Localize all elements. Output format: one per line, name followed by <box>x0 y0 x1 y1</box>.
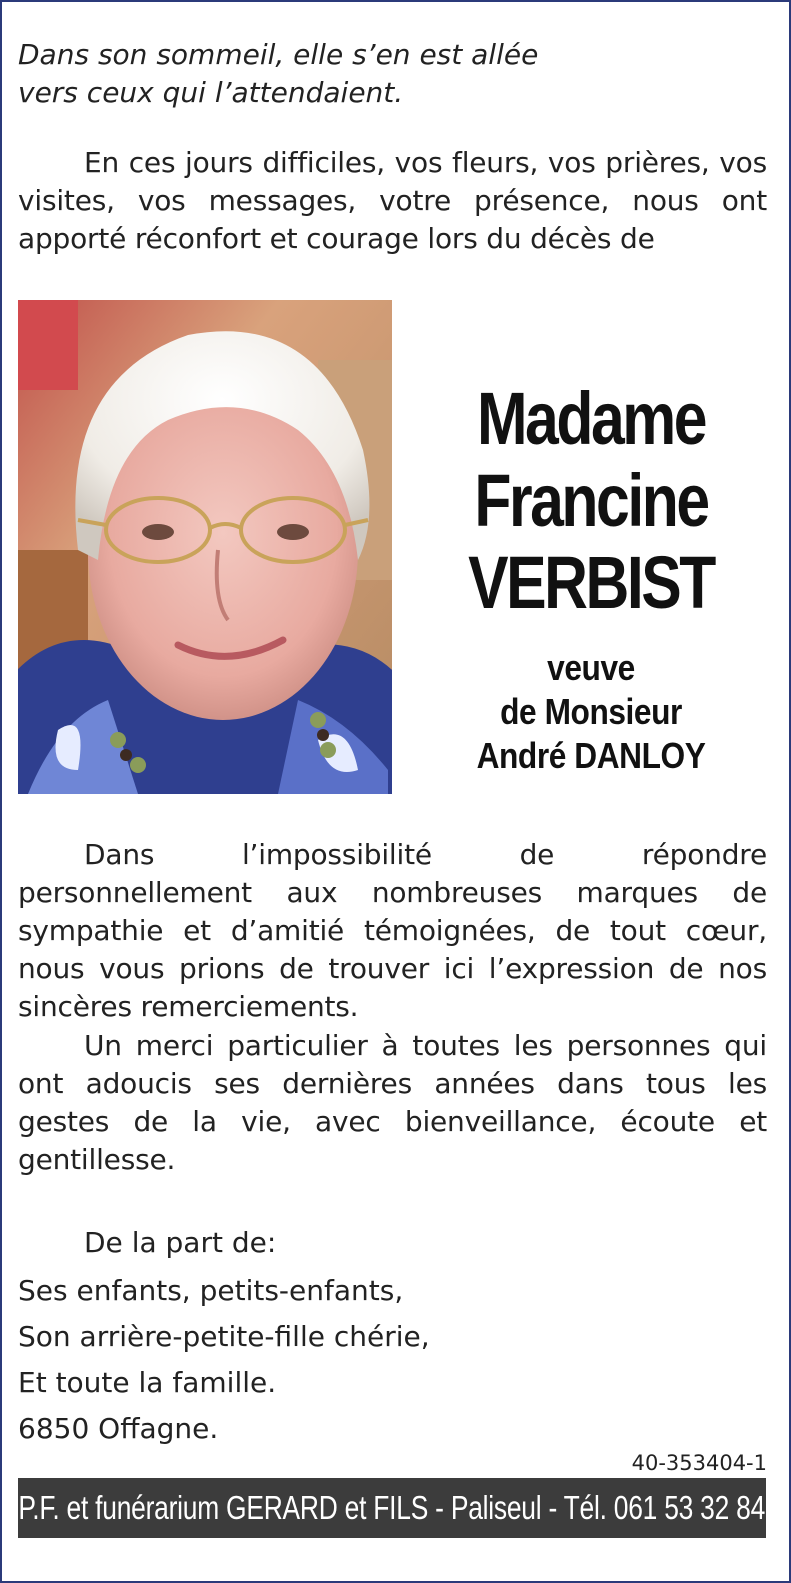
thanks-paragraph <box>18 836 767 1026</box>
deceased-last-name: VERBIST <box>468 541 714 624</box>
special-thanks-paragraph-text: Un merci particulier à toutes les personnes qui ont adoucis ses dernières années dans tous les gestes de la vie, avec bienveillance, écoute et gentillesse. <box>18 1029 767 1176</box>
signature-line: Son arrière-petite-fille chérie, <box>18 1320 430 1353</box>
relation-of-mister: de Monsieur <box>500 691 682 732</box>
thanks-paragraph-text: Dans l’impossibilité de répondre personnellement aux nombreuses marques de sympathie et d’amitié témoignées, de tout cœur, nous vous prions de trouver ici l’expression de nos sincères remerciements. <box>18 838 767 1023</box>
funeral-home-footer <box>18 1478 766 1538</box>
relation-husband-name: André DANLOY <box>476 735 706 776</box>
deceased-title: Madame <box>476 377 706 460</box>
relation-widow: veuve <box>547 647 635 688</box>
special-thanks-paragraph <box>18 1027 767 1179</box>
signature-line: Ses enfants, petits-enfants, <box>18 1274 404 1307</box>
deceased-first-name: Francine <box>474 459 708 542</box>
intro-paragraph-text: En ces jours difficiles, vos fleurs, vos prières, vos visites, vos messages, votre présence, nous ont apporté réconfort et courage lors du décès de <box>18 146 767 255</box>
intro-paragraph <box>18 144 767 258</box>
signature-line: Et toute la famille. <box>18 1366 277 1399</box>
signature-label: De la part de: <box>84 1226 277 1259</box>
deceased-name-block <box>400 378 782 778</box>
reference-number: 40-353404-1 <box>631 1451 767 1475</box>
epigraph-line-1: Dans son sommeil, elle s’en est allée <box>18 38 539 71</box>
signature-location: 6850 Offagne. <box>18 1412 219 1445</box>
footer-text: P.F. et funérarium GERARD et FILS - Paliseul - Tél. 061 53 32 84 <box>18 1489 766 1526</box>
portrait-photo <box>18 300 392 794</box>
signature-list <box>18 1268 718 1452</box>
epigraph-line-2: vers ceux qui l’attendaient. <box>18 76 404 109</box>
epigraph <box>18 36 758 112</box>
